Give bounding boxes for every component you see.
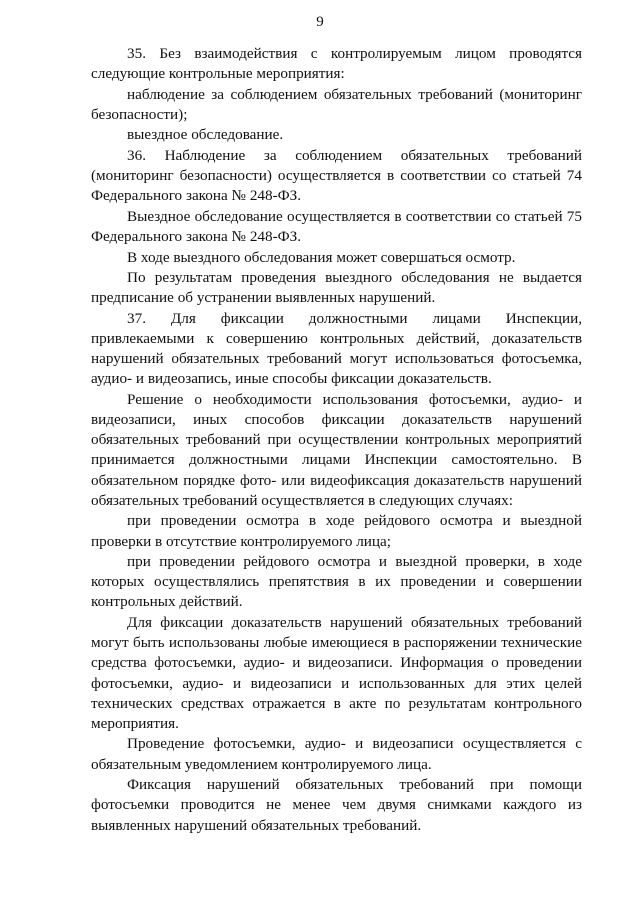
paragraph-36: 36. Наблюдение за соблюдением обязательных требований (мониторинг безопасности) осуществляется в соответствии со статьей 74 Федерального закона № 248-ФЗ.: [91, 146, 582, 205]
paragraph-field-survey-item: выездное обследование.: [127, 126, 284, 144]
paragraph-decision: Решение о необходимости использования фотосъемки, аудио- и видеозаписи, иных способов фиксации доказательств нарушений обязательных требований при осуществлении контрольных мероприятий принимается должностными лицами Инспекции самостоятельно. В обязательном порядке фото- или видеофиксация доказательств нарушений обязательных требований осуществляется в следующих случаях:: [91, 390, 582, 509]
paragraph-monitoring-item: наблюдение за соблюдением обязательных требований (мониторинг безопасности);: [91, 85, 582, 123]
paragraph-37: 37. Для фиксации должностными лицами Инспекции, привлекаемыми к совершению контрольных действий, доказательств нарушений обязательных требований могут использоваться фотосъемка, аудио- и видеозапись, иные способы фиксации доказательств.: [91, 309, 582, 388]
page-number: 9: [316, 14, 324, 30]
paragraph-field-survey-basis: Выездное обследование осуществляется в соответствии со статьей 75 Федерального закона № 248-ФЗ.: [91, 207, 582, 246]
paragraph-notification: Проведение фотосъемки, аудио- и видеозаписи осуществляется с обязательным уведомлением контролируемого лица.: [91, 735, 582, 773]
paragraph-photo-requirement: Фиксация нарушений обязательных требований при помощи фотосъемки проводится не менее чем двумя снимками каждого из выявленных нарушений обязательных требований.: [91, 776, 582, 834]
paragraph-case-obstruction: при проведении рейдового осмотра и выездной проверки, в ходе которых осуществлялись препятствия в их проведении и совершении контрольных действий.: [91, 553, 582, 611]
paragraph-35: 35. Без взаимодействия с контролируемым лицом проводятся следующие контрольные мероприятия:: [91, 45, 582, 83]
paragraph-inspection-note: В ходе выездного обследования может совершаться осмотр.: [127, 248, 516, 266]
paragraph-no-order: По результатам проведения выездного обследования не выдается предписание об устранении выявленных нарушений.: [91, 269, 582, 307]
paragraph-technical-means: Для фиксации доказательств нарушений обязательных требований могут быть использованы любые имеющиеся в распоряжении технические средства фотосъемки, аудио- и видеозаписи. Информация о проведении фотосъемки, аудио- и видеозаписи и использованных для этих целей технических средствах отражается в акте по результатам контрольного мероприятия.: [91, 613, 582, 732]
document-body: [91, 44, 582, 836]
paragraph-case-absence: при проведении осмотра в ходе рейдового осмотра и выездной проверки в отсутствие контролируемого лица;: [91, 512, 582, 550]
